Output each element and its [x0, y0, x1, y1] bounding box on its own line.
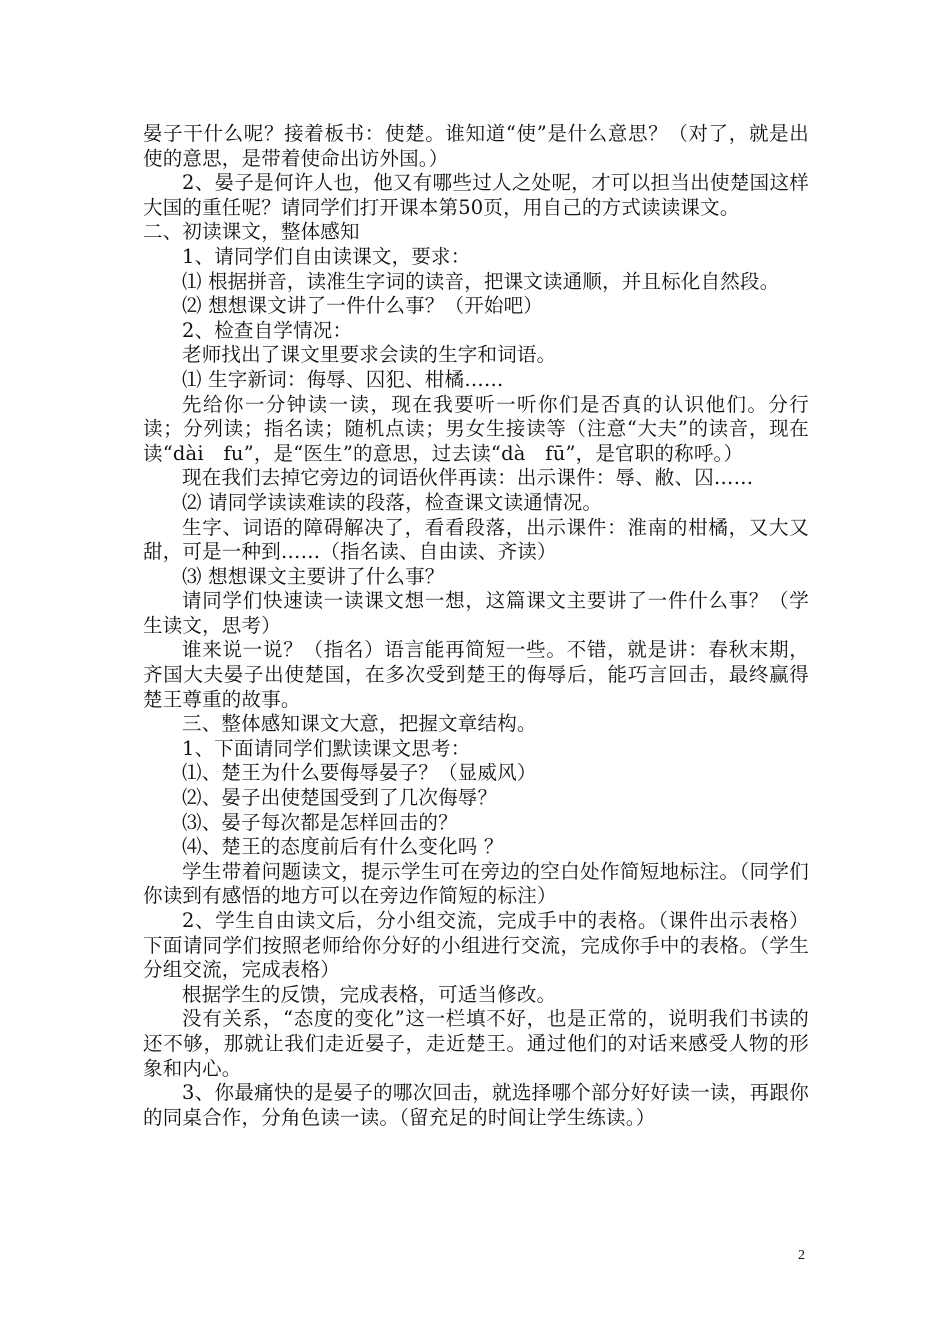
paragraph: ⑴ 生字新词：侮辱、囚犯、柑橘……: [182, 367, 504, 391]
paragraph: ⑶、晏子每次都是怎样回击的？: [182, 810, 458, 834]
paragraph: 2、检查自学情况：: [182, 318, 353, 342]
paragraph: 2、晏子是何许人也，他又有哪些过人之处呢，才可以担当出使楚国这样大国的重任呢？请同学们打开课本第50页，用自己的方式读读课文。: [143, 171, 809, 219]
paragraph: 3、你最痛快的是晏子的哪次回击，就选择哪个部分好好读一读，再跟你的同桌合作，分角色读一读。（留充足的时间让学生练读。）: [143, 1081, 809, 1129]
paragraph: ⑷、楚王的态度前后有什么变化吗 ？: [182, 835, 504, 859]
paragraph: 1、请同学们自由读课文，要求：: [182, 244, 471, 268]
page-number: 2: [798, 1248, 805, 1263]
paragraph: ⑵ 想想课文讲了一件什么事？（开始吧）: [182, 294, 543, 318]
paragraph: 2、学生自由读文后，分小组交流，完成手中的表格。（课件出示表格）下面请同学们按照老师给你分好的小组进行交流，完成你手中的表格。（学生分组交流，完成表格）: [143, 909, 809, 982]
paragraph: 现在我们去掉它旁边的词语伙伴再读：出示课件：辱、敝、囚……: [182, 466, 754, 490]
paragraph: 先给你一分钟读一读，现在我要听一听你们是否真的认识他们。分行读；分列读；指名读；随机点读；男女生接读等（注意“大夫”的读音，现在读“dài fu”，是“医生”的意思，过去读“dà fū”，是官职的称呼。）: [143, 392, 809, 465]
paragraph: ⑶ 想想课文主要讲了什么事？: [182, 564, 445, 588]
paragraph: 1、下面请同学们默读课文思考：: [182, 736, 471, 760]
paragraph: 谁来说一说？（指名）语言能再简短一些。不错，就是讲：春秋末期，齐国大夫晏子出使楚国，在多次受到楚王的侮辱后，能巧言回击，最终赢得楚王尊重的故事。: [143, 638, 809, 711]
paragraph: 没有关系，“态度的变化”这一栏填不好，也是正常的，说明我们书读的还不够，那就让我们走近晏子，走近楚王。通过他们的对话来感受人物的形象和内心。: [143, 1007, 809, 1080]
paragraph: ⑵ 请同学读读难读的段落，检查课文读通情况。: [182, 490, 603, 514]
paragraph: 三、整体感知课文大意，把握文章结构。: [182, 712, 537, 736]
paragraph: ⑴、楚王为什么要侮辱晏子？（显威风）: [182, 761, 537, 785]
paragraph: 生字、词语的障碍解决了，看看段落，出示课件：淮南的柑橘，又大又甜，可是一种到……（指名读、自由读、齐读）: [143, 515, 809, 564]
paragraph: 学生带着问题读文，提示学生可在旁边的空白处作简短地标注。（同学们你读到有感悟的地方可以在旁边作简短的标注）: [143, 859, 809, 908]
paragraph: 二、初读课文，整体感知: [143, 220, 360, 244]
paragraph: 老师找出了课文里要求会读的生字和词语。: [182, 343, 557, 367]
document-body: [143, 122, 809, 1130]
paragraph: ⑴ 根据拼音，读准生字词的读音，把课文读通顺，并且标化自然段。: [182, 269, 780, 293]
paragraph: 请同学们快速读一读课文想一想，这篇课文主要讲了一件什么事？（学生读文，思考）: [143, 589, 809, 637]
paragraph: ⑵、晏子出使楚国受到了几次侮辱？: [182, 786, 498, 810]
paragraph: 晏子干什么呢？接着板书：使楚。谁知道“使”是什么意思？（对了，就是出使的意思，是带着使命出访外国。）: [143, 122, 809, 170]
paragraph: 根据学生的反馈，完成表格，可适当修改。: [182, 982, 557, 1006]
